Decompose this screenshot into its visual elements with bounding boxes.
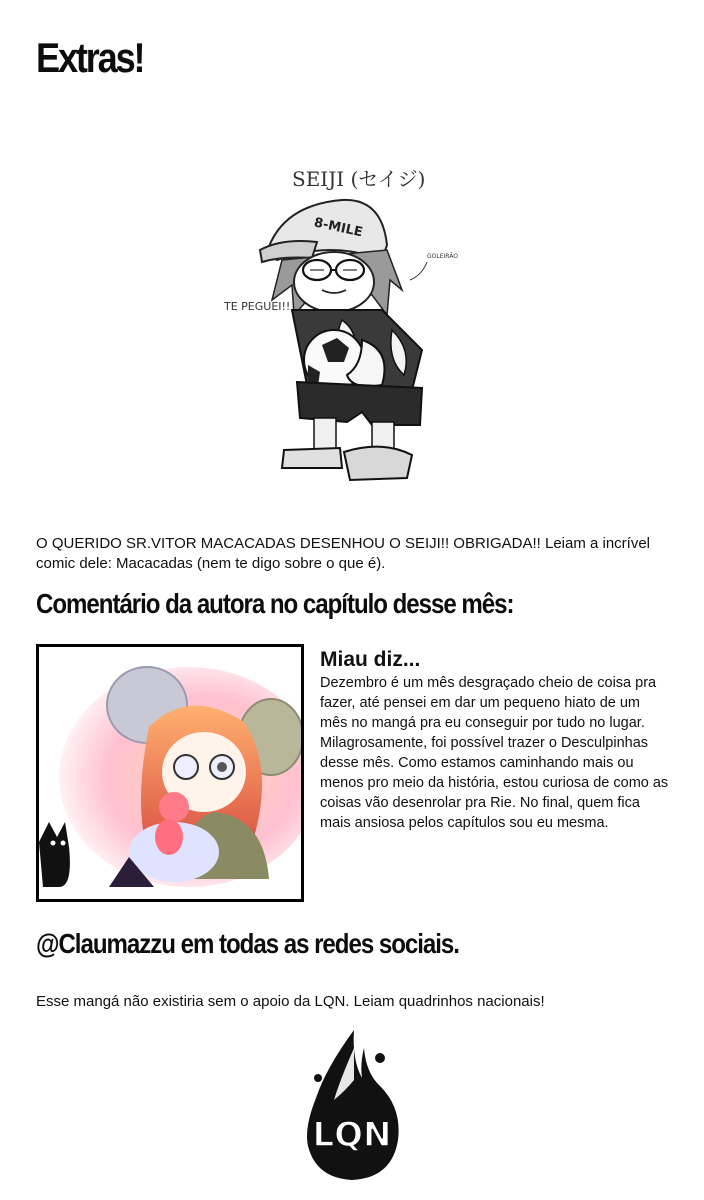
lqn-logo [296,1028,408,1184]
support-text: Esse mangá não existiria sem o apoio da LQN. Leiam quadrinhos nacionais! [36,993,545,1010]
cap-text: 8-MILE [312,215,364,241]
author-comment-text: Dezembro é um mês desgraçado cheio de coisa pra fazer, até pensei em dar um pequeno hiato de um mês no mangá pra eu conseguir por tudo no lugar. Milagrosamente, foi possível trazer o Desculpinhas desse mês. Como estamos caminhando mais ou menos pro meio da história, estou curiosa de como as coisas vão desenrolar pra Rie. No final, quem fica mais ansiosa pelos capítulos sou eu mesma. [320,675,669,831]
social-heading: @Claumazzu em todas as redes sociais. [36,928,459,959]
speech-right: GOLEIRÃO [427,253,458,260]
author-illustration [36,644,304,902]
seiji-fanart-sketch [222,150,472,490]
sketch-caption: SEIJI (セイジ) [292,167,426,191]
mouse-girl-illustration [39,647,301,899]
fanart-paragraph: O QUERIDO SR.VITOR MACACADAS DESENHOU O SEIJI!! OBRIGADA!! Leiam a incrível comic dele: Macacadas (nem te digo sobre o que é). [36,535,651,572]
author-comment-heading: Comentário da autora no capítulo desse mês: [36,588,514,619]
lqn-logo-text: LQN [312,1115,392,1155]
speech-left: TE PEGUEI!! [224,300,291,313]
page-title: Extras! [36,34,144,81]
author-name: Miau diz... [320,648,421,671]
